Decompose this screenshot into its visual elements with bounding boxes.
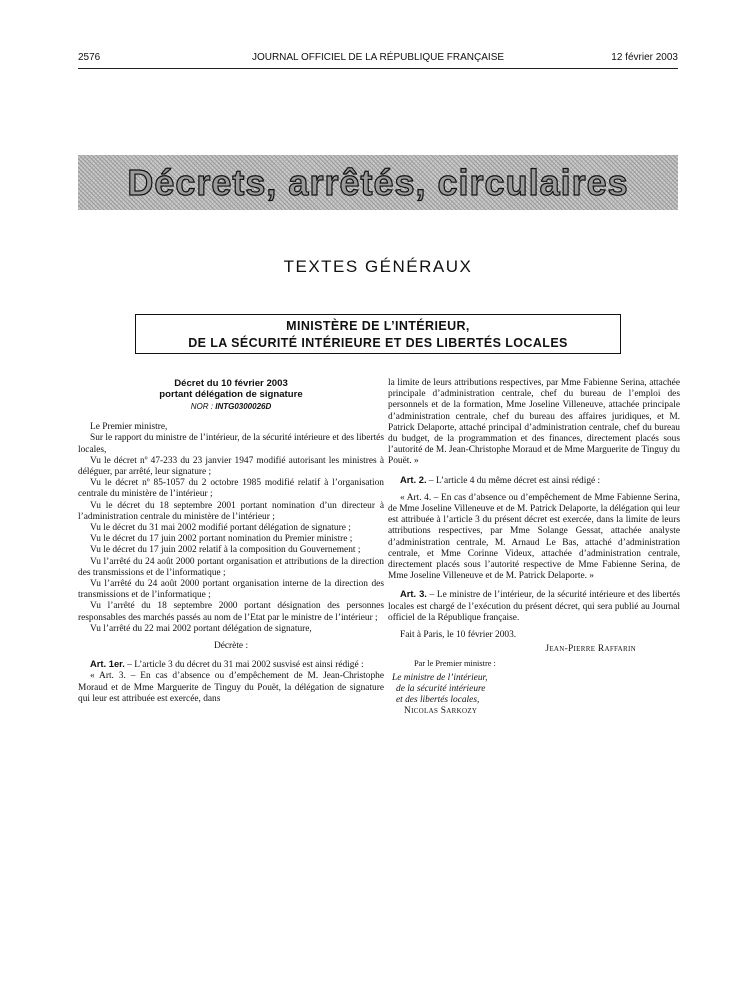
preamble-line: Sur le rapport du ministre de l’intérieur, de la sécurité intérieure et des libertés locales, xyxy=(78,433,384,455)
by-prime-minister: Par le Premier ministre : xyxy=(414,659,496,669)
article-1-label: Art. 1er. xyxy=(90,658,125,670)
preamble-line: Vu l’arrêté du 24 août 2000 portant organisation et attributions de la direction des transmissions et de l’informatique ; xyxy=(78,556,384,578)
minister-signature xyxy=(388,673,680,718)
banner-title: Décrets, arrêtés, circulaires xyxy=(127,162,629,203)
closing-line: Fait à Paris, le 10 février 2003. xyxy=(400,630,517,641)
header-rule xyxy=(78,68,678,69)
article-3 xyxy=(388,588,680,624)
nor-label: NOR : xyxy=(190,402,213,411)
preamble-line: Vu le décret nº 47-233 du 23 janvier 1947 modifié autorisant les ministres à déléguer, par arrêté, leur signature ; xyxy=(78,455,384,478)
decree-title-1: Décret du 10 février 2003 xyxy=(174,378,288,389)
minister-title-3: et des libertés locales, xyxy=(396,695,480,706)
ministry-box xyxy=(135,314,621,354)
preamble-line: Le Premier ministre, xyxy=(90,422,168,433)
preamble-line: Vu le décret nº 85-1057 du 2 octobre 1985 modifié relatif à l’organisation centrale du ministère de l’intérieur ; xyxy=(78,478,384,500)
ministry-line-2: DE LA SÉCURITÉ INTÉRIEURE ET DES LIBERTÉS LOCALES xyxy=(188,336,568,350)
article-2 xyxy=(388,474,680,487)
issue-date: 12 février 2003 xyxy=(611,52,678,63)
minister-title-2: de la sécurité intérieure xyxy=(396,683,486,694)
article-1-quote: « Art. 3. – En cas d’absence ou d’empêchement de M. Jean-Christophe Moraud et de Mme Marguerite de Tinguy du Pouët, la délégation de signature qui leur est attribuée est exercée, dans xyxy=(78,671,384,704)
minister-title-1: Le ministre de l’intérieur, xyxy=(392,672,488,683)
preamble-line: Vu l’arrêté du 18 septembre 2000 portant désignation des personnes responsables des marchés passés au nom de l’Etat par le ministre de l’intérieur ; xyxy=(78,601,384,623)
ministry-line-1: MINISTÈRE DE L’INTÉRIEUR, xyxy=(286,319,470,333)
right-column xyxy=(388,378,680,717)
article-1 xyxy=(78,658,384,671)
article-2-quote: « Art. 4. – En cas d’absence ou d’empêchement de Mme Fabienne Serina, de Mme Joseline Villeneuve et de M. Patrick Delaporte, la délégation qui leur est attribuée à l’article 3 du présent décret est exercée, dans la limite de leurs attributions respectives, par Mme Solange Gessat, attachée analyste d’administration centrale, M. Arnaud Le Bas, attaché d’administration centrale, et Mme Corinne Videux, attachée d’administration centrale, directement placés sous l’autorité respective de Mme Fabienne Serina, de Mme Joseline Villeneuve et de M. Patrick Delaporte. » xyxy=(388,492,680,582)
nor-code: INTG0300026D xyxy=(215,402,272,411)
running-header xyxy=(78,52,678,66)
preamble-line: Vu le décret du 17 juin 2002 relatif à la composition du Gouvernement ; xyxy=(90,545,361,556)
article-3-text: – Le ministre de l’intérieur, de la sécurité intérieure et des libertés locales est chargé de l’exécution du présent décret, qui sera publié au Journal officiel de la République française. xyxy=(388,590,680,623)
article-3-label: Art. 3. xyxy=(400,588,427,600)
article-2-label: Art. 2. xyxy=(400,473,427,485)
preamble-line: Vu l’arrêté du 22 mai 2002 portant délégation de signature, xyxy=(90,623,312,634)
minister-name: Nicolas Sarkozy xyxy=(404,706,478,717)
preamble-line: Vu le décret du 17 juin 2002 portant nomination du Premier ministre ; xyxy=(90,534,353,545)
decrete-line: Décrète : xyxy=(213,641,249,652)
page-number: 2576 xyxy=(78,52,101,63)
article-1-text: – L’article 3 du décret du 31 mai 2002 susvisé est ainsi rédigé : xyxy=(124,660,364,671)
preamble-line: Vu le décret du 31 mai 2002 modifié portant délégation de signature ; xyxy=(90,523,351,534)
nor-reference xyxy=(78,401,384,412)
preamble-line: Vu le décret du 18 septembre 2001 portant nomination d’un directeur à l’administration centrale du ministère de l’intérieur ; xyxy=(78,500,384,522)
decree-title-2: portant délégation de signature xyxy=(159,389,303,400)
category-banner xyxy=(78,155,678,210)
signatory: Jean-Pierre Raffarin xyxy=(545,644,636,655)
preamble-line: Vu l’arrêté du 24 août 2000 portant organisation interne de la direction des transmissions et de l’informatique ; xyxy=(78,579,384,601)
left-column xyxy=(78,378,384,705)
article-2-text: – L’article 4 du même décret est ainsi rédigé : xyxy=(426,475,601,486)
section-title: TEXTES GÉNÉRAUX xyxy=(283,257,473,276)
journal-title: JOURNAL OFFICIEL DE LA RÉPUBLIQUE FRANÇAISE xyxy=(251,52,505,63)
article-1-continuation: la limite de leurs attributions respectives, par Mme Fabienne Serina, attachée principale d’administration centrale, chef du bureau de l’emploi des personnels et de la formation, Mme Joseline Villeneuve, attachée principale d’administration centrale, chef du bureau des affaires juridiques, et M. Patrick Delaporte, attaché principal d’administration centrale, chef du bureau du budget, de la programmation et des finances, directement placés sous l’autorité de M. Jean-Christophe Moraud et de Mme Marguerite de Tinguy du Pouët. » xyxy=(388,378,680,467)
